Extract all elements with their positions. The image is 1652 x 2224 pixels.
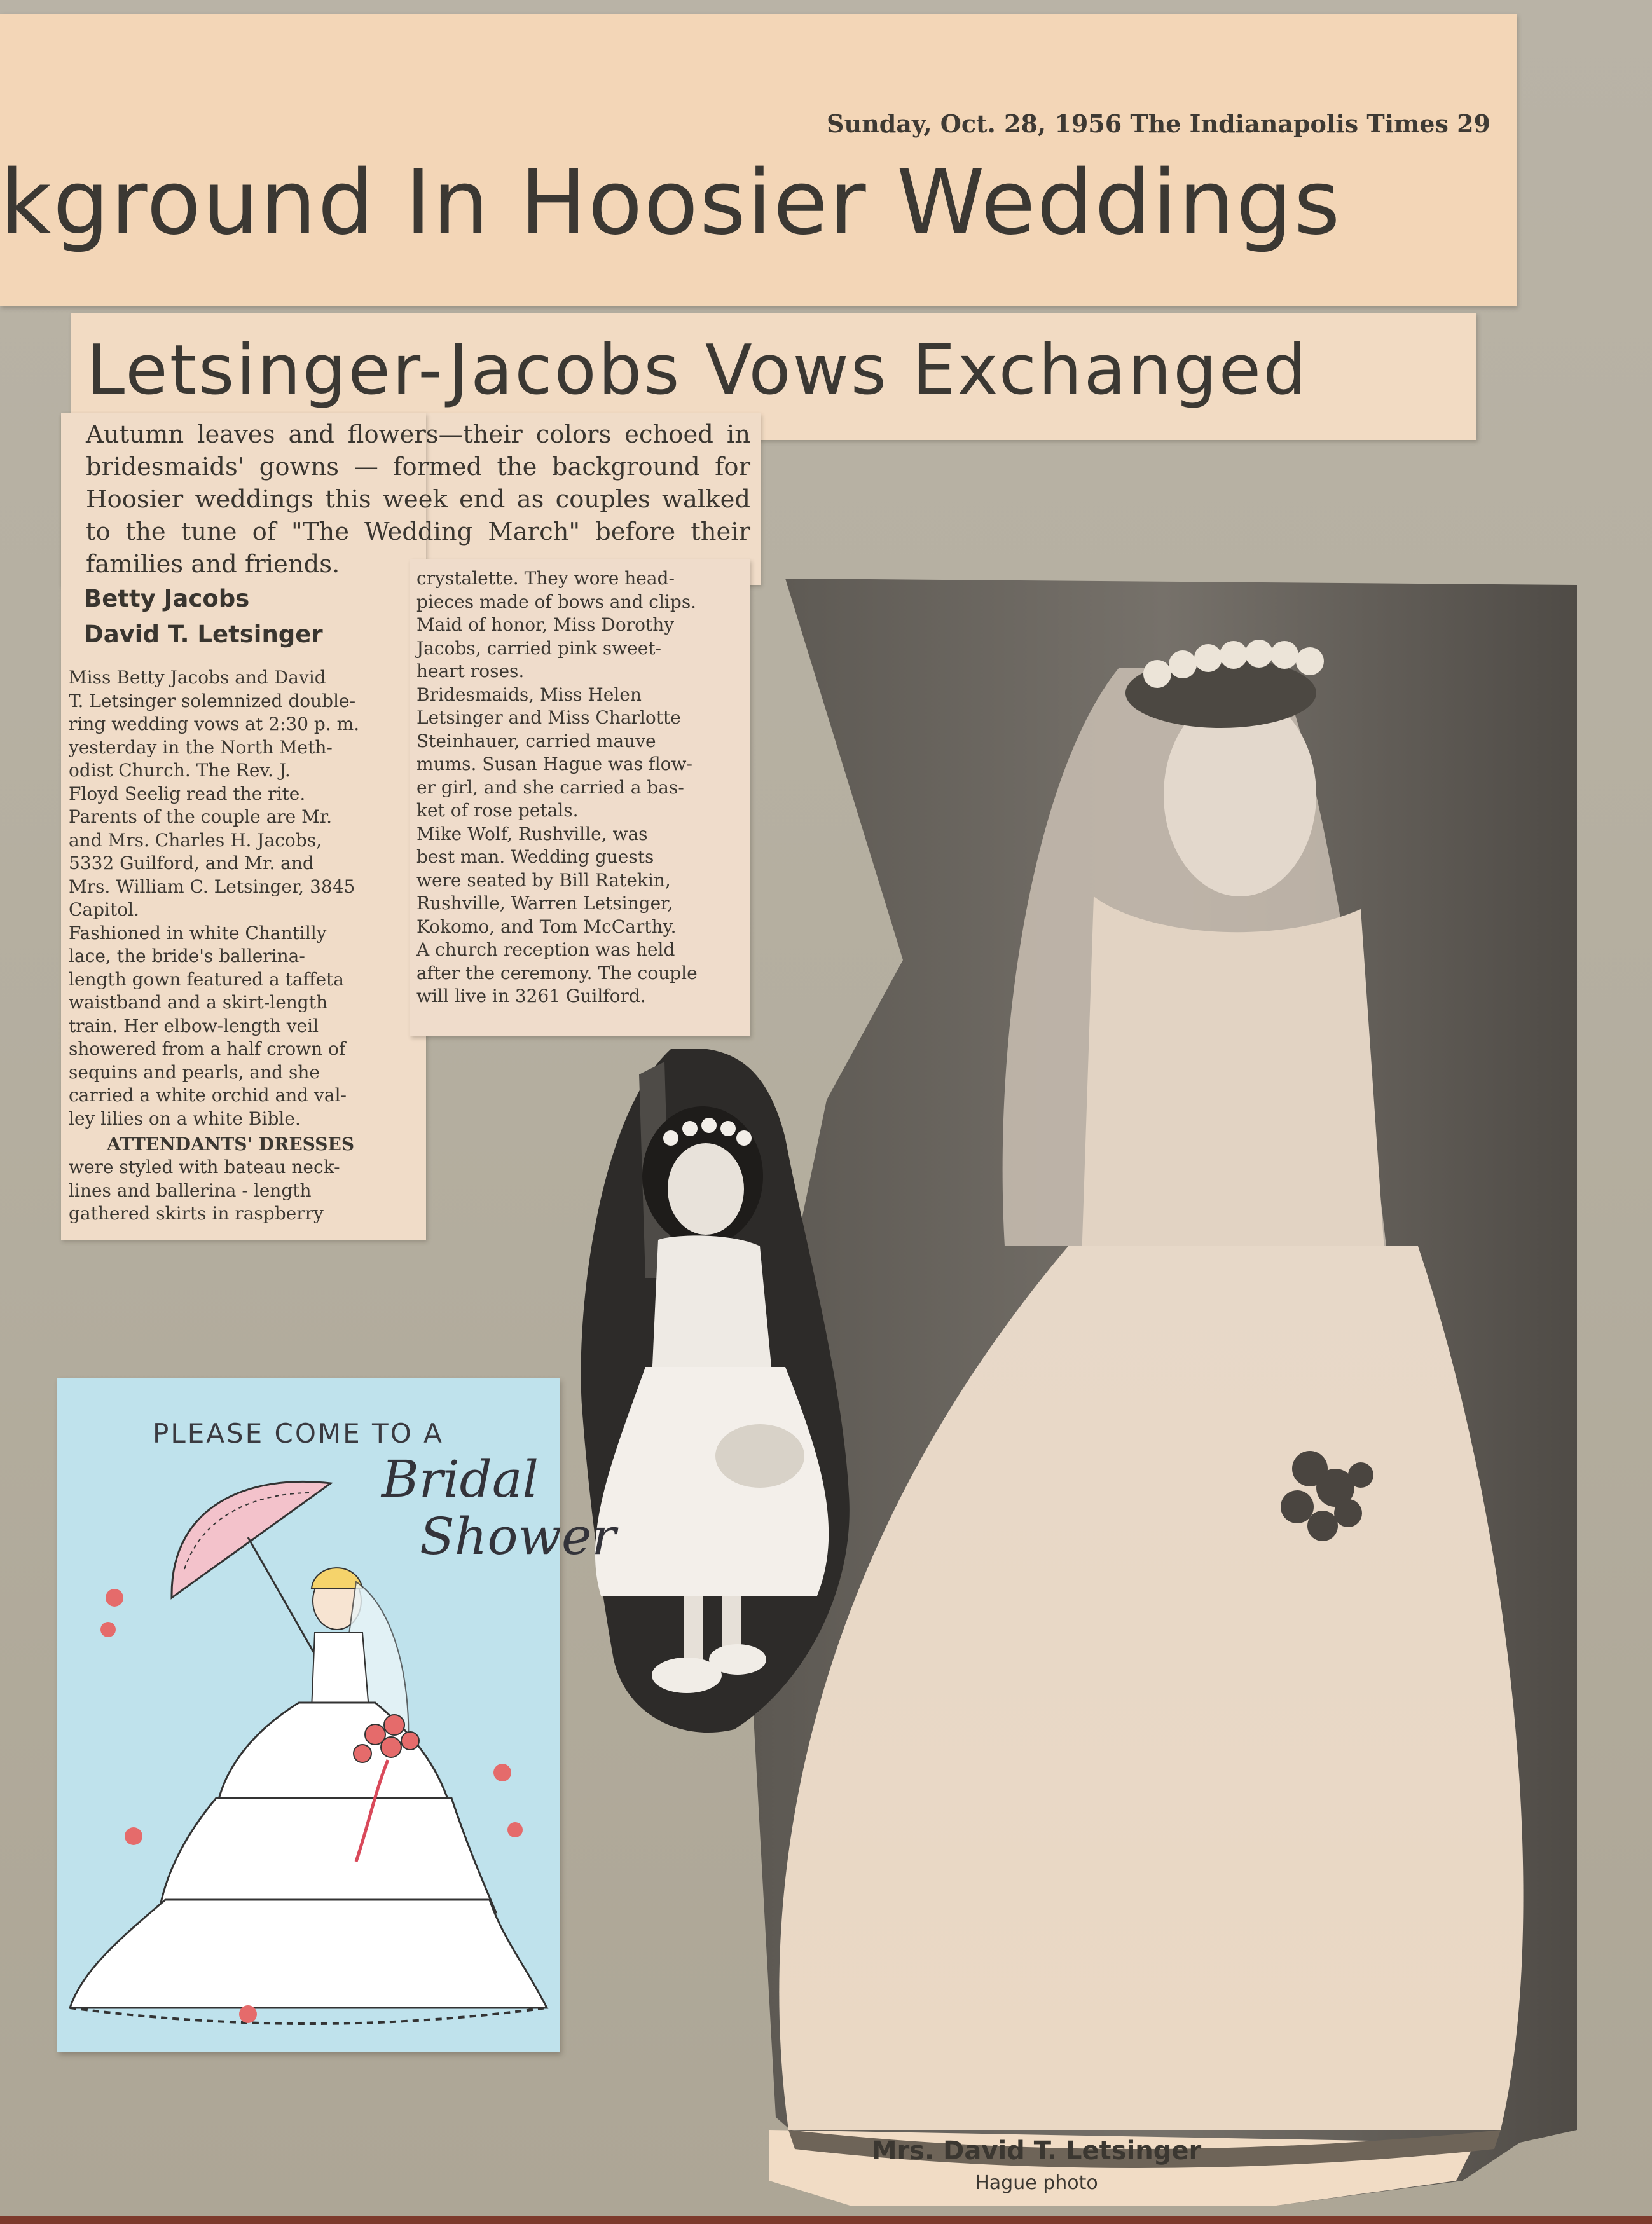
newspaper-dateline: Sunday, Oct. 28, 1956 The Indianapolis Times 29: [827, 109, 1490, 138]
article-text-line: were styled with bateau neck-: [69, 1157, 340, 1177]
article-text-line: length gown featured a taffeta: [69, 968, 344, 990]
article-text-line: Mrs. William C. Letsinger, 3845: [69, 875, 355, 897]
article-text-line: T. Letsinger solemnized double-: [69, 690, 356, 711]
article-text-line: 5332 Guilford, and Mr. and: [69, 853, 314, 874]
article-text-line: Kokomo, and Tom McCarthy.: [416, 916, 677, 937]
article-text-line: will live in 3261 Guilford.: [416, 985, 646, 1006]
article-text-line: Steinhauer, carried mauve: [416, 730, 656, 752]
article-text-line: Mike Wolf, Rushville, was: [416, 823, 648, 844]
byline-groom: David T. Letsinger: [84, 621, 323, 648]
article-text-line: Rushville, Warren Letsinger,: [416, 893, 673, 914]
article-text-line: after the ceremony. The couple: [416, 962, 698, 984]
article-text-line: crystalette. They wore head-: [416, 568, 675, 589]
article-lead: Autumn leaves and flowers—their colors echoed in bridesmaids' gowns — formed the background for Hoosier weddings this week end as couples walked to the tune of "The Wedding March" before their families and friends.: [86, 420, 750, 579]
article-text-line: Floyd Seelig read the rite.: [69, 783, 306, 804]
article-text-line: and Mrs. Charles H. Jacobs,: [69, 829, 322, 851]
bride-photo: [750, 579, 1577, 2206]
article-text-line: sequins and pearls, and she: [69, 1061, 320, 1083]
article-text-line: lines and ballerina - length: [69, 1179, 312, 1201]
article-text-line: yesterday in the North Meth-: [69, 736, 333, 758]
article-text-line: ley lilies on a white Bible.: [69, 1108, 301, 1129]
article-text-line: ring wedding vows at 2:30 p. m.: [69, 713, 360, 734]
article-text-line: carried a white orchid and val-: [69, 1085, 347, 1106]
caption-credit: Hague photo: [975, 2172, 1098, 2194]
article-text-line: showered from a half crown of: [69, 1038, 346, 1059]
article-text-line: Letsinger and Miss Charlotte: [416, 707, 681, 728]
article-text-line: er girl, and she carried a bas-: [416, 776, 684, 798]
flower-girl-photo: [575, 1049, 855, 1736]
article-text-line: train. Her elbow-length veil: [69, 1015, 319, 1036]
article-text-line: Parents of the couple are Mr.: [69, 806, 333, 827]
article-subhead-attendants: ATTENDANTS' DRESSES: [107, 1134, 355, 1155]
article-text-line: pieces made of bows and clips.: [416, 591, 697, 612]
article-text-line: waistband and a skirt-length: [69, 992, 328, 1013]
article-text-line: gathered skirts in raspberry: [69, 1203, 324, 1224]
article-text-line: odist Church. The Rev. J.: [69, 760, 291, 781]
article-text-line: Fashioned in white Chantilly: [69, 922, 327, 944]
article-text-line: Capitol.: [69, 899, 139, 920]
article-text-line: heart roses.: [416, 661, 525, 682]
article-text-line: Bridesmaids, Miss Helen: [416, 683, 642, 705]
byline-bride: Betty Jacobs: [84, 585, 250, 612]
caption-name: Mrs. David T. Letsinger: [871, 2136, 1202, 2166]
article-text-line: lace, the bride's ballerina-: [69, 945, 305, 966]
article-column-1-continued: [69, 1156, 340, 1226]
article-title: Letsinger-Jacobs Vows Exchanged: [86, 331, 1309, 410]
article-text-line: were seated by Bill Ratekin,: [416, 869, 671, 891]
album-edge: [0, 2216, 1652, 2224]
article-text-line: Jacobs, carried pink sweet-: [416, 637, 662, 659]
card-shower-word: Shower: [420, 1507, 616, 1566]
article-column-1: [69, 666, 359, 1130]
bride-photo-caption: [858, 2136, 1215, 2194]
article-text-line: Maid of honor, Miss Dorothy: [416, 614, 675, 635]
article-text-line: ket of rose petals.: [416, 800, 579, 821]
card-bridal-word: Bridal: [382, 1450, 539, 1509]
article-text-line: mums. Susan Hague was flow-: [416, 753, 692, 774]
article-text-line: Miss Betty Jacobs and David: [69, 667, 326, 688]
article-text-line: A church reception was held: [416, 939, 675, 960]
article-column-2: [416, 567, 698, 1008]
article-text-line: best man. Wedding guests: [416, 846, 654, 867]
card-invite-line: PLEASE COME TO A: [153, 1418, 444, 1449]
page-headline: kground In Hoosier Weddings: [0, 151, 1342, 255]
